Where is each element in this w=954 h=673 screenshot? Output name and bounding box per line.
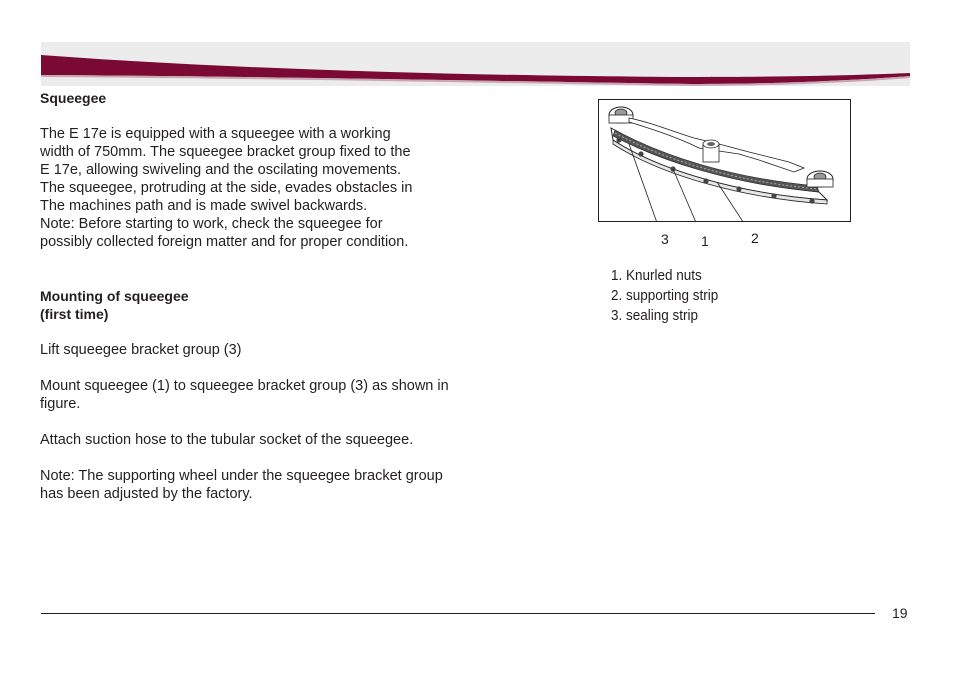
body-text [40, 89, 510, 503]
intro-line: width of 750mm. The squeegee bracket group fixed to the [40, 144, 411, 160]
header-band [41, 42, 910, 90]
callout-1: 1 [701, 233, 709, 249]
step-attach-hose: Attach suction hose to the tubular socket of the squeegee. [40, 432, 414, 448]
step-mount-line: Mount squeegee (1) to squeegee bracket group (3) as shown in [40, 378, 449, 394]
squeegee-figure [598, 99, 851, 222]
intro-line: Note: Before starting to work, check the squeegee for [40, 216, 383, 232]
step-lift-bracket: Lift squeegee bracket group (3) [40, 342, 242, 358]
squeegee-illustration [599, 100, 850, 221]
section-heading-mounting: Mounting of squeegee [40, 288, 189, 304]
intro-line: The machines path and is made swivel backwards. [40, 198, 368, 214]
note-line: has been adjusted by the factory. [40, 486, 253, 502]
intro-line: E 17e, allowing swiveling and the oscilating movements. [40, 162, 402, 178]
section-heading-squeegee: Squeegee [40, 90, 107, 106]
legend-item: 2. supporting strip [611, 287, 719, 304]
section-subheading-first-time: (first time) [40, 306, 109, 322]
intro-line: The E 17e is equipped with a squeegee with a working [40, 126, 391, 142]
page-number: 19 [892, 605, 908, 621]
callout-2: 2 [751, 230, 759, 246]
step-mount-line: figure. [40, 396, 81, 412]
footer-rule [41, 613, 875, 614]
intro-line: The squeegee, protruding at the side, evades obstacles in [40, 180, 413, 196]
legend-item: 1. Knurled nuts [611, 267, 702, 284]
figure-legend [611, 266, 718, 326]
callout-3: 3 [661, 231, 669, 247]
intro-line: possibly collected foreign matter and for proper condition. [40, 234, 409, 250]
note-line: Note: The supporting wheel under the squeegee bracket group [40, 468, 443, 484]
legend-item: 3. sealing strip [611, 307, 699, 324]
